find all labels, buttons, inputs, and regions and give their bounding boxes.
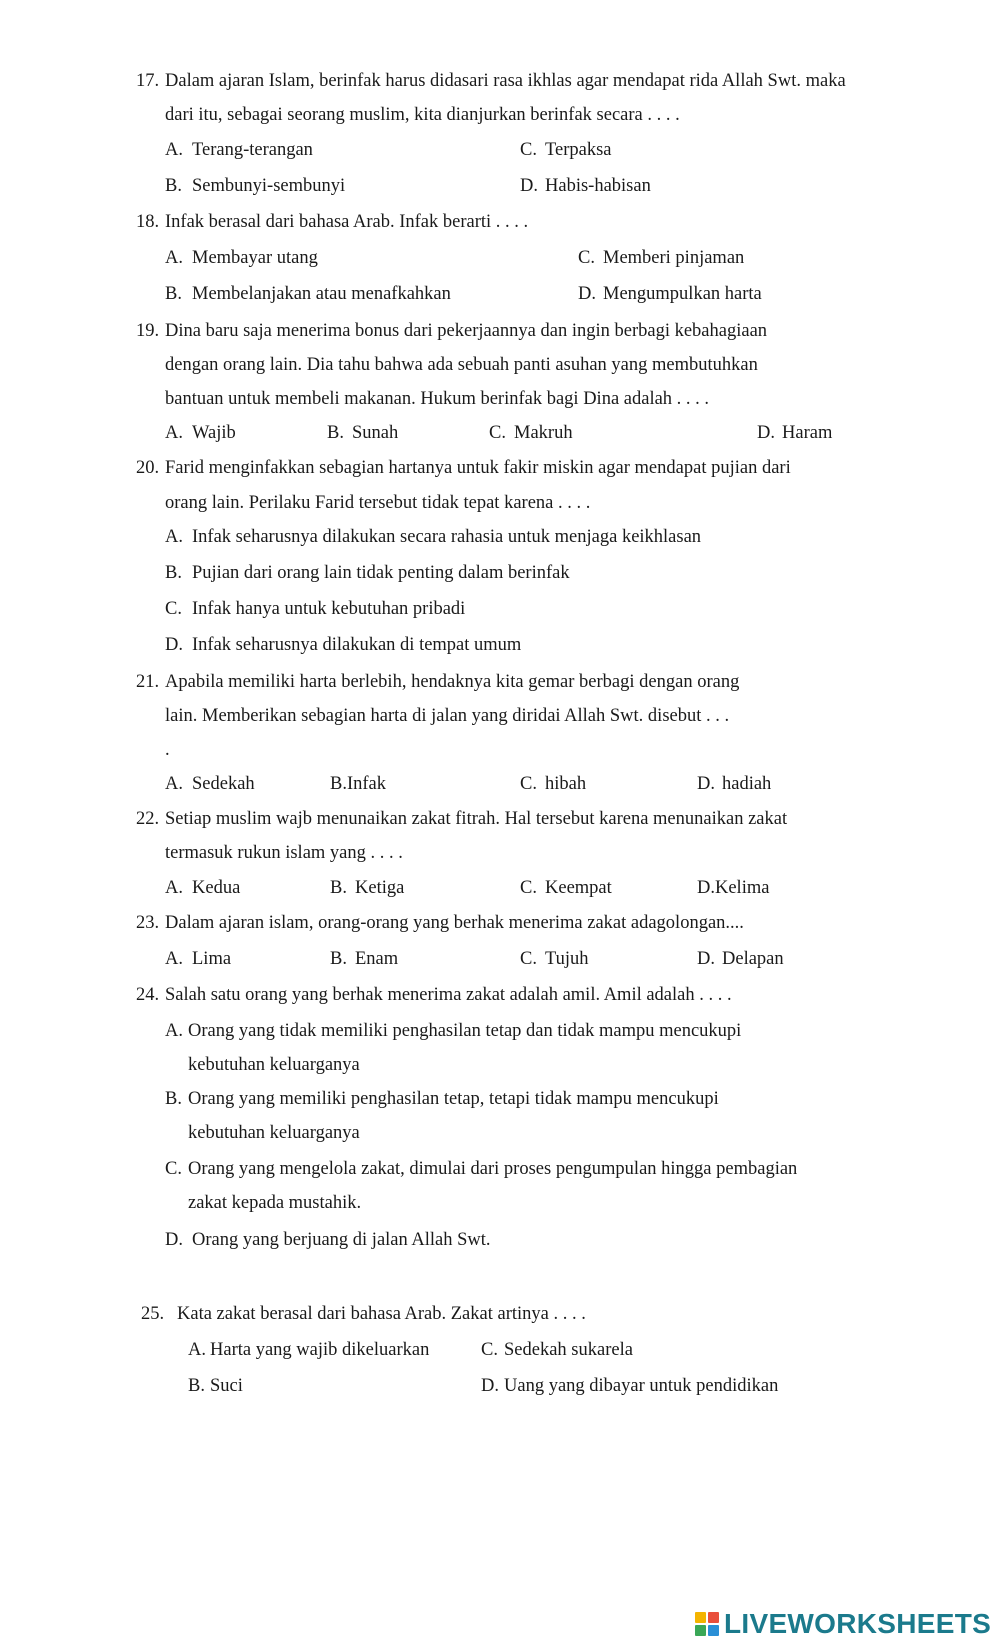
question-number: 22. [136, 809, 160, 829]
question-stem-line: . [165, 740, 170, 760]
option-a-letter: A. [165, 878, 183, 898]
question-stem-line: orang lain. Perilaku Farid tersebut tidak tepat karena . . . . [165, 493, 591, 513]
question-stem-line: Farid menginfakkan sebagian hartanya untuk fakir miskin agar mendapat pujian dari [165, 458, 791, 478]
question-number: 25. [141, 1304, 165, 1324]
option-c-line: zakat kepada mustahik. [188, 1193, 362, 1213]
option-b-letter: B. [188, 1376, 205, 1396]
option-d-letter: D. [757, 423, 775, 443]
option-b: Sembunyi-sembunyi [192, 176, 346, 196]
option-b: Ketiga [355, 878, 405, 898]
option-d-letter: D. [520, 176, 538, 196]
question-number: 23. [136, 913, 160, 933]
option-b-letter: B. [165, 284, 182, 304]
option-d-letter: D. [165, 1230, 183, 1250]
option-a: Wajib [192, 423, 236, 443]
option-c-letter: C. [520, 949, 537, 969]
option-b-letter: B. [330, 949, 347, 969]
option-d: Delapan [722, 949, 784, 969]
option-b-letter: B. [165, 563, 182, 583]
logo-tile [695, 1612, 706, 1623]
question-stem-line: Dina baru saja menerima bonus dari pekerjaannya dan ingin berbagi kebahagiaan [165, 321, 768, 341]
option-a-letter: A. [165, 140, 183, 160]
question-stem-line: dari itu, sebagai seorang muslim, kita dianjurkan berinfak secara . . . . [165, 105, 680, 125]
question-number: 21. [136, 672, 160, 692]
option-b: Suci [210, 1376, 243, 1396]
option-b-line: Orang yang memiliki penghasilan tetap, tetapi tidak mampu mencukupi [188, 1089, 719, 1109]
option-c-letter: C. [578, 248, 595, 268]
option-d-letter: D. [481, 1376, 499, 1396]
option-b: B.Infak [330, 774, 386, 794]
option-c: Terpaksa [545, 140, 612, 160]
option-b-letter: B. [327, 423, 344, 443]
question-stem-line: bantuan untuk membeli makanan. Hukum berinfak bagi Dina adalah . . . . [165, 389, 710, 409]
option-a-line: kebutuhan keluarganya [188, 1055, 360, 1075]
option-b-letter: B. [330, 878, 347, 898]
option-c-letter: C. [489, 423, 506, 443]
option-c-letter: C. [520, 774, 537, 794]
option-d-letter: D. [578, 284, 596, 304]
logo-tile [695, 1625, 706, 1636]
question-number: 18. [136, 212, 160, 232]
option-c: Infak hanya untuk kebutuhan pribadi [192, 599, 466, 619]
option-a: Terang-terangan [192, 140, 313, 160]
option-b: Sunah [352, 423, 399, 443]
question-stem-line: Dalam ajaran Islam, berinfak harus didasari rasa ikhlas agar mendapat rida Allah Swt. maka [165, 71, 846, 91]
question-stem-line: Infak berasal dari bahasa Arab. Infak berarti . . . . [165, 212, 529, 232]
option-c: Makruh [514, 423, 573, 443]
option-d: D.Kelima [697, 878, 770, 898]
option-c-line: Orang yang mengelola zakat, dimulai dari proses pengumpulan hingga pembagian [188, 1159, 798, 1179]
question-stem-line: Apabila memiliki harta berlebih, hendaknya kita gemar berbagi dengan orang [165, 672, 740, 692]
option-d: Habis-habisan [545, 176, 651, 196]
option-d: Mengumpulkan harta [603, 284, 762, 304]
logo-tile [708, 1612, 719, 1623]
option-c: Sedekah sukarela [504, 1340, 633, 1360]
question-stem-line: termasuk rukun islam yang . . . . [165, 843, 403, 863]
option-c-letter: C. [165, 1159, 182, 1179]
option-d-letter: D. [697, 949, 715, 969]
option-a: Lima [192, 949, 232, 969]
question-stem-line: Kata zakat berasal dari bahasa Arab. Zakat artinya . . . . [177, 1304, 586, 1324]
option-c-letter: C. [481, 1340, 498, 1360]
option-a: Membayar utang [192, 248, 318, 268]
option-b: Membelanjakan atau menafkahkan [192, 284, 451, 304]
option-b: Pujian dari orang lain tidak penting dalam berinfak [192, 563, 570, 583]
option-b-letter: B. [165, 176, 182, 196]
option-a-letter: A. [165, 527, 183, 547]
question-stem-line: dengan orang lain. Dia tahu bahwa ada sebuah panti asuhan yang membutuhkan [165, 355, 758, 375]
option-a: Kedua [192, 878, 241, 898]
option-a-letter: A. [165, 1021, 183, 1041]
option-c-letter: C. [520, 140, 537, 160]
question-number: 17. [136, 71, 160, 91]
option-d-line: Orang yang berjuang di jalan Allah Swt. [192, 1230, 491, 1250]
question-stem-line: lain. Memberikan sebagian harta di jalan yang diridai Allah Swt. disebut . . . [165, 706, 730, 726]
option-d: hadiah [722, 774, 772, 794]
option-a: Sedekah [192, 774, 255, 794]
logo-tile [708, 1625, 719, 1636]
option-a-letter: A. [165, 248, 183, 268]
question-stem-line: Salah satu orang yang berhak menerima zakat adalah amil. Amil adalah . . . . [165, 985, 732, 1005]
option-b: Enam [355, 949, 399, 969]
question-stem-line: Setiap muslim wajb menunaikan zakat fitrah. Hal tersebut karena menunaikan zakat [165, 809, 788, 829]
option-a-line: Orang yang tidak memiliki penghasilan tetap dan tidak mampu mencukupi [188, 1021, 742, 1041]
option-a-letter: A. [165, 774, 183, 794]
liveworksheets-wordmark: LIVEWORKSHEETS [724, 1608, 992, 1639]
option-d: Uang yang dibayar untuk pendidikan [504, 1376, 779, 1396]
option-b-letter: B. [165, 1089, 182, 1109]
option-c-letter: C. [520, 878, 537, 898]
option-b-line: kebutuhan keluarganya [188, 1123, 360, 1143]
option-d: Haram [782, 423, 833, 443]
liveworksheets-logo-icon [695, 1612, 719, 1636]
option-c: hibah [545, 774, 587, 794]
option-c: Keempat [545, 878, 612, 898]
option-c-letter: C. [165, 599, 182, 619]
option-c: Tujuh [545, 949, 589, 969]
option-c: Memberi pinjaman [603, 248, 745, 268]
question-stem-line: Dalam ajaran islam, orang-orang yang berhak menerima zakat adagolongan.... [165, 913, 744, 933]
liveworksheets-logo[interactable] [695, 1609, 991, 1639]
question-number: 24. [136, 985, 160, 1005]
option-a-letter: A. [165, 949, 183, 969]
option-d: Infak seharusnya dilakukan di tempat umum [192, 635, 522, 655]
option-d-letter: D. [697, 774, 715, 794]
option-a-letter: A. [165, 423, 183, 443]
option-d-letter: D. [165, 635, 183, 655]
option-a: Harta yang wajib dikeluarkan [210, 1340, 430, 1360]
question-number: 19. [136, 321, 160, 341]
question-number: 20. [136, 458, 160, 478]
option-a: Infak seharusnya dilakukan secara rahasia untuk menjaga keikhlasan [192, 527, 702, 547]
option-a-letter: A. [188, 1340, 206, 1360]
